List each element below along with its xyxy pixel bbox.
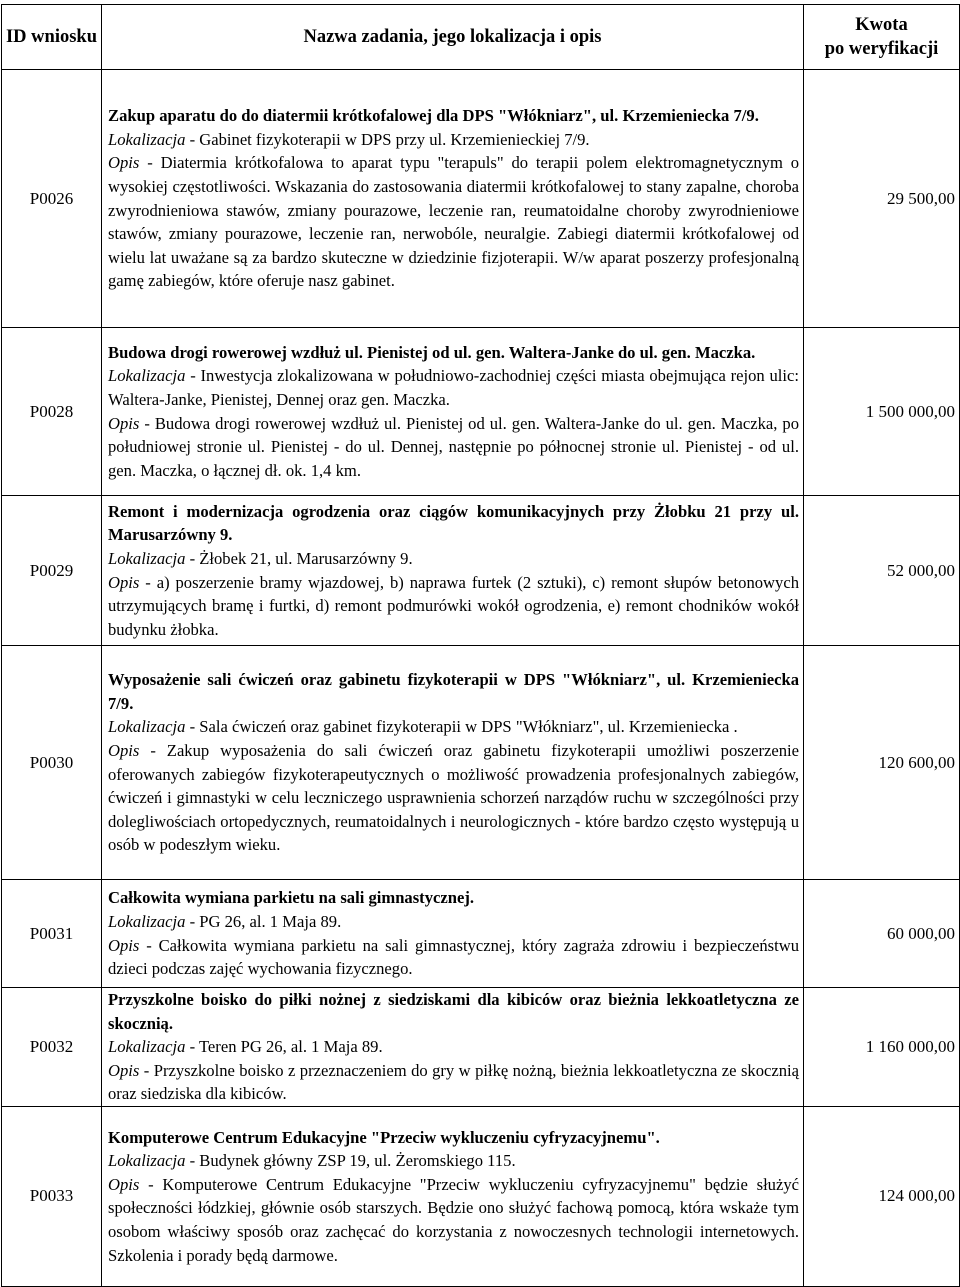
location-label: Lokalizacja — [108, 911, 186, 931]
task-desc — [108, 1173, 799, 1267]
task-location — [108, 547, 799, 571]
desc-label: Opis — [108, 413, 140, 433]
row-description — [102, 328, 804, 496]
task-location — [108, 910, 799, 934]
task-desc — [108, 739, 799, 857]
header-id: ID wniosku — [2, 5, 102, 70]
location-label: Lokalizacja — [108, 366, 186, 386]
task-title: Komputerowe Centrum Edukacyjne "Przeciw wykluczeniu cyfryzacyjnemu". — [108, 1127, 660, 1147]
desc-text: - Przyszkolne boisko z przeznaczeniem do gry w piłkę nożną, bieżnia lekkoatletyczna ze skocznią oraz siedziska dla kibiców. — [108, 1060, 799, 1104]
row-id: P0028 — [2, 328, 102, 496]
row-amount: 60 000,00 — [804, 880, 960, 988]
task-desc — [108, 571, 799, 642]
header-name: Nazwa zadania, jego lokalizacja i opis — [102, 5, 804, 70]
location-text: - Inwestycja zlokalizowana w południowo-zachodniej części miasta obejmująca rejon ulic: Waltera-Janke, Pienistej, Dennej oraz gen. Maczka. — [108, 366, 799, 409]
desc-text: - a) poszerzenie bramy wjazdowej, b) naprawa furtek (2 sztuki), c) remont słupów betonowych utrzymujących bramę i furtki, d) remont podmurówki wokół ogrodzenia, e) remont chodników wokół budynku żłobka. — [108, 572, 799, 639]
task-title: Remont i modernizacja ogrodzenia oraz ciągów komunikacyjnych przy Żłobku 21 przy ul. Marusarzówny 9. — [108, 501, 799, 545]
location-label: Lokalizacja — [108, 1151, 186, 1171]
table-row — [2, 880, 960, 988]
task-location — [108, 364, 799, 411]
row-amount: 29 500,00 — [804, 70, 960, 328]
desc-label: Opis — [108, 935, 140, 955]
task-location — [108, 1035, 799, 1059]
task-location — [108, 128, 799, 152]
desc-text: - Budowa drogi rowerowej wzdłuż ul. Pienistej od ul. gen. Waltera-Janke do ul. gen. Maczka, po południowej stronie ul. Pienistej - do ul. Dennej, następnie po północnej stronie ul. Pienistej - od ul. gen. Maczka, o łącznej dł. ok. 1,4 km. — [108, 413, 799, 480]
task-title: Przyszkolne boisko do piłki nożnej z siedziskami dla kibiców oraz bieżnia lekkoatletyczna ze skocznią. — [108, 990, 799, 1033]
row-description — [102, 646, 804, 880]
header-amount-line1: Kwota — [855, 15, 908, 35]
task-title: Całkowita wymiana parkietu na sali gimnastycznej. — [108, 888, 474, 908]
desc-label: Opis — [108, 1060, 140, 1080]
table-row — [2, 646, 960, 880]
desc-text: - Diatermia krótkofalowa to aparat typu "terapuls" do terapii polem elektromagnetycznym o wysokiej częstotliwości. Wskazania do zastosowania diatermii krótkofalowej to stany zapalne, choroba zwyrodnieniowa stawów, zmiany pourazowe, leczenie ran, reumatoidalne choroby zwyrodnieniowe stawów, zmiany pourazowe, leczenie ran, nerwobóle, neuralgie. Zabiegi diatermii krótkofalowej od wielu lat uważane są za bardzo skuteczne w dziedzinie fizjoterapii. W/w aparat poszerzy profesjonalną gamę zabiegów, które oferuje nasz gabinet. — [108, 153, 799, 291]
task-title: Zakup aparatu do do diatermii krótkofalowej dla DPS "Włókniarz", ul. Krzemieniecka 7/9. — [108, 106, 759, 126]
row-description — [102, 496, 804, 646]
table-row — [2, 988, 960, 1107]
location-label: Lokalizacja — [108, 129, 186, 149]
row-id: P0032 — [2, 988, 102, 1107]
task-location — [108, 1149, 799, 1173]
row-id: P0031 — [2, 880, 102, 988]
task-desc — [108, 412, 799, 483]
task-title: Budowa drogi rowerowej wzdłuż ul. Pienistej od ul. gen. Waltera-Janke do ul. gen. Maczka. — [108, 342, 756, 362]
desc-text: - Komputerowe Centrum Edukacyjne "Przeciw wykluczeniu cyfryzacyjnemu" będzie służyć społeczności łódzkiej, głównie osób starszych. Będzie ono służyć fachową pomocą, która wskaże tym osobom właściwy sposób oraz zachęcać do korzystania z nowoczesnych technologii internetowych. Szkolenia i porady będą darmowe. — [108, 1174, 799, 1265]
row-amount: 1 160 000,00 — [804, 988, 960, 1107]
row-amount: 120 600,00 — [804, 646, 960, 880]
task-desc — [108, 934, 799, 981]
row-id: P0029 — [2, 496, 102, 646]
table-row — [2, 496, 960, 646]
task-title: Wyposażenie sali ćwiczeń oraz gabinetu fizykoterapii w DPS "Włókniarz", ul. Krzemieniecka 7/9. — [108, 670, 799, 713]
projects-table — [1, 4, 960, 1287]
location-text: - Gabinet fizykoterapii w DPS przy ul. Krzemienieckiej 7/9. — [185, 129, 590, 149]
table-header-row — [2, 5, 960, 70]
row-amount: 1 500 000,00 — [804, 328, 960, 496]
desc-label: Opis — [108, 740, 140, 760]
task-location — [108, 715, 799, 739]
desc-label: Opis — [108, 1174, 140, 1194]
row-amount: 124 000,00 — [804, 1106, 960, 1286]
table-row — [2, 1106, 960, 1286]
location-text: - Teren PG 26, al. 1 Maja 89. — [185, 1037, 383, 1057]
location-text: - Żłobek 21, ul. Marusarzówny 9. — [185, 548, 413, 568]
desc-text: - Całkowita wymiana parkietu na sali gimnastycznej, który zagraża zdrowiu i bezpieczeństwu dzieci podczas zajęć wychowania fizycznego. — [108, 935, 799, 979]
row-description — [102, 1106, 804, 1286]
row-id: P0033 — [2, 1106, 102, 1286]
desc-label: Opis — [108, 153, 140, 173]
location-label: Lokalizacja — [108, 548, 186, 568]
row-amount: 52 000,00 — [804, 496, 960, 646]
row-description — [102, 70, 804, 328]
desc-text: - Zakup wyposażenia do sali ćwiczeń oraz gabinetu fizykoterapii umożliwi poszerzenie oferowanych zabiegów fizykoterapeutycznych o możliwość prowadzenia profesjonalnych zabiegów, ćwiczeń i gimnastyki w celu leczniczego usprawnienia schorzeń narządów ruchu w szczególności przy dolegliwościach ortopedycznych, reumatoidalnych i neurologicznych - które bardzo często występują u osób w podeszłym wieku. — [108, 740, 799, 855]
task-desc — [108, 151, 799, 293]
header-amount-line2: po weryfikacji — [824, 39, 939, 59]
table-row — [2, 328, 960, 496]
location-text: - PG 26, al. 1 Maja 89. — [185, 911, 342, 931]
desc-label: Opis — [108, 572, 140, 592]
table-row — [2, 70, 960, 328]
header-amount — [804, 5, 960, 70]
location-text: - Budynek główny ZSP 19, ul. Żeromskiego 115. — [185, 1151, 516, 1171]
location-label: Lokalizacja — [108, 717, 186, 737]
task-desc — [108, 1059, 799, 1106]
row-id: P0030 — [2, 646, 102, 880]
row-description — [102, 880, 804, 988]
location-label: Lokalizacja — [108, 1037, 186, 1057]
row-id: P0026 — [2, 70, 102, 328]
location-text: - Sala ćwiczeń oraz gabinet fizykoterapii w DPS "Włókniarz", ul. Krzemieniecka . — [185, 717, 738, 737]
row-description — [102, 988, 804, 1107]
table-body — [2, 70, 960, 1287]
